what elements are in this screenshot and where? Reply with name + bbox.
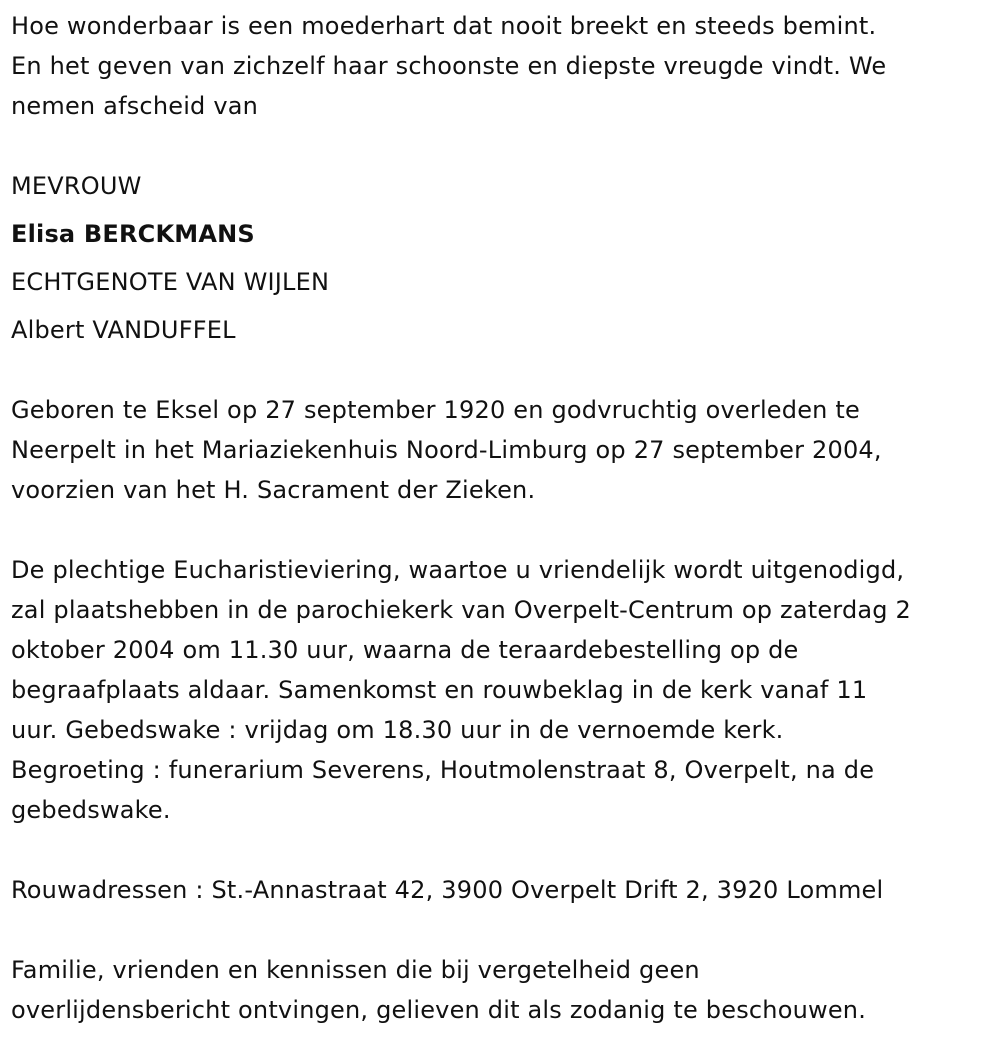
deceased-name: Elisa BERCKMANS	[11, 220, 255, 248]
paragraph-gap	[11, 830, 995, 870]
paragraph-gap	[11, 510, 995, 550]
deceased-relation: ECHTGENOTE VAN WIJLEN	[11, 268, 330, 296]
deceased-block	[11, 166, 995, 350]
ceremony-line: oktober 2004 om 11.30 uur, waarna de teraardebestelling op de	[11, 636, 799, 664]
paragraph-gap	[11, 126, 995, 166]
intro-line: nemen afscheid van	[11, 92, 259, 120]
birth-death-paragraph	[11, 390, 995, 510]
birth-death-line: Neerpelt in het Mariaziekenhuis Noord-Limburg op 27 september 2004,	[11, 436, 882, 464]
addresses-line: Rouwadressen : St.-Annastraat 42, 3900 Overpelt Drift 2, 3920 Lommel	[11, 876, 884, 904]
intro-line: En het geven van zichzelf haar schoonste en diepste vreugde vindt. We	[11, 52, 887, 80]
closing-paragraph	[11, 950, 995, 1030]
birth-death-line: Geboren te Eksel op 27 september 1920 en godvruchtig overleden te	[11, 396, 860, 424]
obituary-document	[11, 6, 995, 1030]
deceased-title: MEVROUW	[11, 172, 142, 200]
ceremony-line: gebedswake.	[11, 796, 171, 824]
intro-line: Hoe wonderbaar is een moederhart dat nooit breekt en steeds bemint.	[11, 12, 877, 40]
ceremony-line: zal plaatshebben in de parochiekerk van Overpelt-Centrum op zaterdag 2	[11, 596, 912, 624]
paragraph-gap	[11, 350, 995, 390]
ceremony-line: Begroeting : funerarium Severens, Houtmolenstraat 8, Overpelt, na de	[11, 756, 875, 784]
intro-paragraph	[11, 6, 995, 126]
ceremony-line: begraafplaats aldaar. Samenkomst en rouwbeklag in de kerk vanaf 11	[11, 676, 868, 704]
ceremony-line: uur. Gebedswake : vrijdag om 18.30 uur in de vernoemde kerk.	[11, 716, 784, 744]
birth-death-line: voorzien van het H. Sacrament der Zieken.	[11, 476, 536, 504]
closing-line: Familie, vrienden en kennissen die bij vergetelheid geen	[11, 956, 700, 984]
paragraph-gap	[11, 910, 995, 950]
addresses-paragraph	[11, 870, 995, 910]
ceremony-line: De plechtige Eucharistieviering, waartoe u vriendelijk wordt uitgenodigd,	[11, 556, 905, 584]
closing-line: overlijdensbericht ontvingen, gelieven dit als zodanig te beschouwen.	[11, 996, 867, 1024]
deceased-spouse: Albert VANDUFFEL	[11, 316, 236, 344]
ceremony-paragraph	[11, 550, 995, 830]
